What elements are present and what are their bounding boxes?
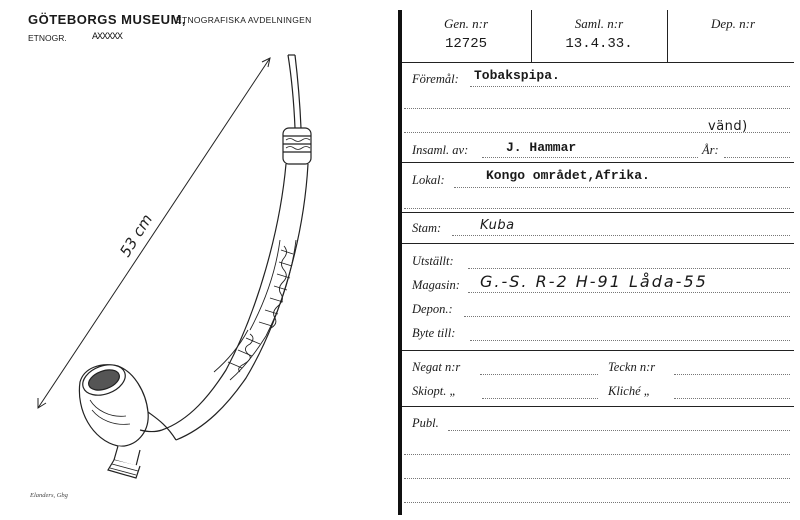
skiopt-line <box>482 398 598 399</box>
foremal-line-2 <box>404 108 790 109</box>
printer-mark: Elanders, Gbg <box>30 492 68 499</box>
kliche-label: Kliché „ <box>608 384 651 398</box>
gen-number-value: 12725 <box>444 36 487 52</box>
header-bottom-line <box>402 62 794 63</box>
kliche-line <box>674 398 790 399</box>
magasin-line <box>468 292 790 293</box>
depon-label: Depon.: <box>412 302 453 316</box>
foremal-line-3 <box>404 132 790 133</box>
gen-number-cell <box>402 10 530 62</box>
ar-line <box>724 157 790 158</box>
catalogue-card <box>402 0 800 520</box>
lokal-line-2 <box>404 208 790 209</box>
dep-number-cell <box>668 10 798 62</box>
publ-line-3 <box>404 478 790 479</box>
publ-label: Publ. <box>412 416 439 430</box>
stam-value: Kuba <box>480 218 515 233</box>
teckn-line <box>674 374 790 375</box>
byte-label: Byte till: <box>412 326 456 340</box>
negat-label: Negat n:r <box>412 360 461 374</box>
section-label: ETNOGR. <box>28 33 67 43</box>
foremal-label: Föremål: <box>412 72 459 86</box>
lokal-value: Kongo området,Afrika. <box>486 168 650 183</box>
vand-note: vänd) <box>708 119 748 134</box>
insaml-label: Insaml. av: <box>412 143 469 157</box>
lokal-label: Lokal: <box>412 173 445 187</box>
measurement-arrow <box>38 58 270 408</box>
insaml-value: J. Hammar <box>506 140 577 155</box>
utstallt-label: Utställt: <box>412 254 454 268</box>
publ-line-4 <box>404 502 790 503</box>
saml-number-cell <box>532 10 666 62</box>
skiopt-label: Skiopt. „ <box>412 384 457 398</box>
pipe-mouthpiece <box>288 55 301 128</box>
pipe-bowl <box>79 359 176 478</box>
rule-2 <box>402 212 794 213</box>
pipe-drawing <box>0 0 396 520</box>
dep-number-label: Dep. n:r <box>710 16 756 31</box>
magasin-value: G.-S. R-2 H-91 Låda-55 <box>480 272 708 291</box>
measurement-label: 53 cm <box>116 210 157 261</box>
department-name: ETNOGRAFISKA AVDELNINGEN <box>176 15 312 25</box>
utstallt-line <box>468 268 790 269</box>
publ-line-2 <box>404 454 790 455</box>
lokal-line <box>454 187 790 188</box>
rule-4 <box>402 350 794 351</box>
stam-line <box>452 235 790 236</box>
rule-3 <box>402 243 794 244</box>
negat-line <box>480 374 598 375</box>
teckn-label: Teckn n:r <box>608 360 656 374</box>
saml-number-value: 13.4.33. <box>565 36 633 52</box>
insaml-line <box>482 157 698 158</box>
crossed-out-text: AXXXXX <box>92 32 123 43</box>
stam-label: Stam: <box>412 221 442 235</box>
magasin-label: Magasin: <box>412 278 460 292</box>
foremal-value: Tobakspipa. <box>474 68 560 83</box>
publ-line <box>448 430 790 431</box>
gen-number-label: Gen. n:r <box>443 16 489 31</box>
rule-1 <box>402 162 794 163</box>
pipe-collar <box>283 128 311 164</box>
rule-5 <box>402 406 794 407</box>
museum-name: GÖTEBORGS MUSEUM, <box>28 12 187 27</box>
drawing-panel <box>0 0 396 520</box>
byte-line <box>470 340 790 341</box>
saml-number-label: Saml. n:r <box>574 16 624 31</box>
pipe-stem <box>162 164 308 440</box>
depon-line <box>464 316 790 317</box>
ar-label: År: <box>702 143 719 157</box>
foremal-line <box>470 86 790 87</box>
carved-decoration <box>214 240 296 380</box>
